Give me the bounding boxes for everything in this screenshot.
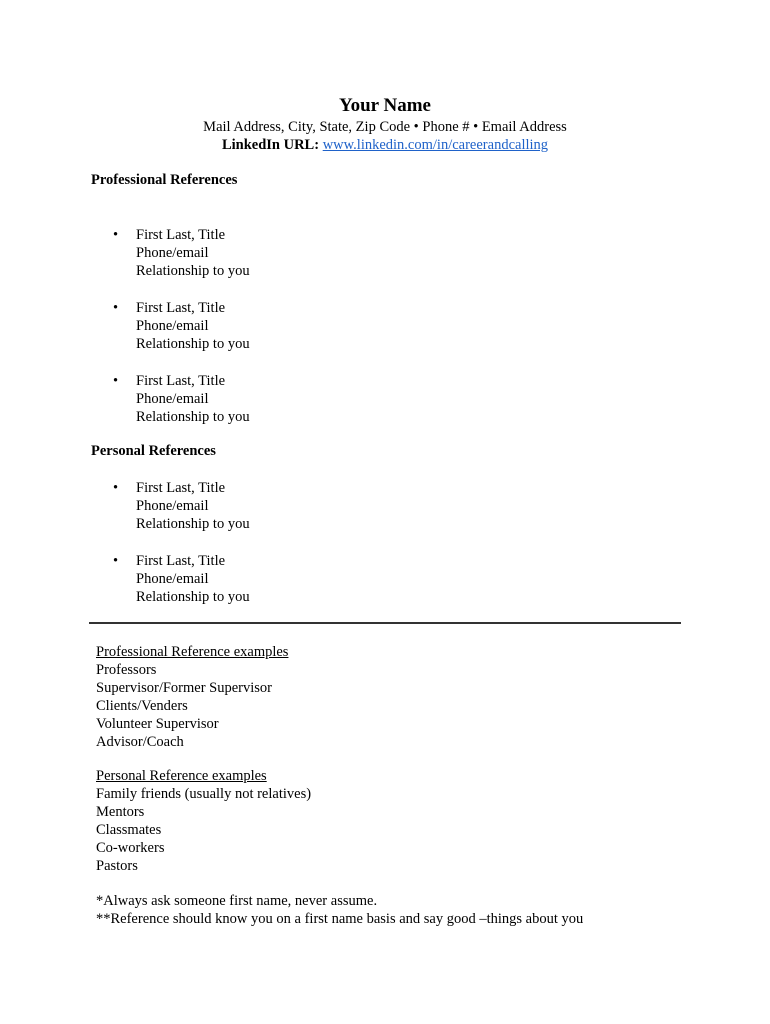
bullet-icon: • — [113, 300, 119, 316]
notes-block — [96, 892, 716, 928]
reference-contact: Phone/email — [136, 498, 209, 514]
linkedin-link[interactable]: www.linkedin.com/in/careerandcalling — [322, 137, 549, 153]
example-item: Pastors — [96, 858, 138, 874]
reference-relationship: Relationship to you — [136, 409, 250, 425]
reference-item — [91, 226, 250, 280]
example-item: Volunteer Supervisor — [96, 716, 219, 732]
reference-relationship: Relationship to you — [136, 516, 250, 532]
professional-examples-block — [96, 643, 696, 751]
example-item: Family friends (usually not relatives) — [96, 786, 312, 802]
resume-header — [0, 94, 770, 154]
note-line: **Reference should know you on a first name basis and say good –things about you — [96, 911, 584, 927]
bullet-icon: • — [113, 553, 119, 569]
bullet-icon: • — [113, 480, 119, 496]
professional-references-heading: Professional References — [91, 172, 238, 188]
contact-line: Mail Address, City, State, Zip Code • Phone # • Email Address — [203, 119, 567, 135]
section-divider — [89, 622, 681, 624]
personal-examples-title: Personal Reference examples — [96, 768, 267, 784]
reference-name-title: First Last, Title — [136, 553, 226, 569]
reference-contact: Phone/email — [136, 391, 209, 407]
linkedin-line — [0, 136, 770, 154]
reference-item — [91, 299, 250, 353]
reference-name-title: First Last, Title — [136, 227, 226, 243]
example-item: Clients/Venders — [96, 698, 188, 714]
name-heading: Your Name — [338, 95, 431, 116]
reference-contact: Phone/email — [136, 318, 209, 334]
example-item: Mentors — [96, 804, 145, 820]
example-item: Advisor/Coach — [96, 734, 184, 750]
reference-contact: Phone/email — [136, 571, 209, 587]
example-item: Classmates — [96, 822, 162, 838]
professional-examples-title: Professional Reference examples — [96, 644, 289, 660]
reference-name-title: First Last, Title — [136, 300, 226, 316]
bullet-icon: • — [113, 373, 119, 389]
example-item: Supervisor/Former Supervisor — [96, 680, 272, 696]
note-line: *Always ask someone first name, never assume. — [96, 893, 378, 909]
reference-item — [91, 372, 250, 426]
professional-references-list — [91, 226, 250, 445]
reference-contact: Phone/email — [136, 245, 209, 261]
personal-references-heading: Personal References — [91, 443, 216, 459]
personal-references-list — [91, 479, 250, 625]
example-item: Co-workers — [96, 840, 165, 856]
linkedin-label: LinkedIn URL: — [221, 137, 320, 153]
example-item: Professors — [96, 662, 157, 678]
bullet-icon: • — [113, 227, 119, 243]
reference-relationship: Relationship to you — [136, 336, 250, 352]
reference-item — [91, 552, 250, 606]
personal-examples-block — [96, 767, 696, 875]
reference-relationship: Relationship to you — [136, 589, 250, 605]
reference-name-title: First Last, Title — [136, 480, 226, 496]
reference-name-title: First Last, Title — [136, 373, 226, 389]
reference-relationship: Relationship to you — [136, 263, 250, 279]
reference-item — [91, 479, 250, 533]
